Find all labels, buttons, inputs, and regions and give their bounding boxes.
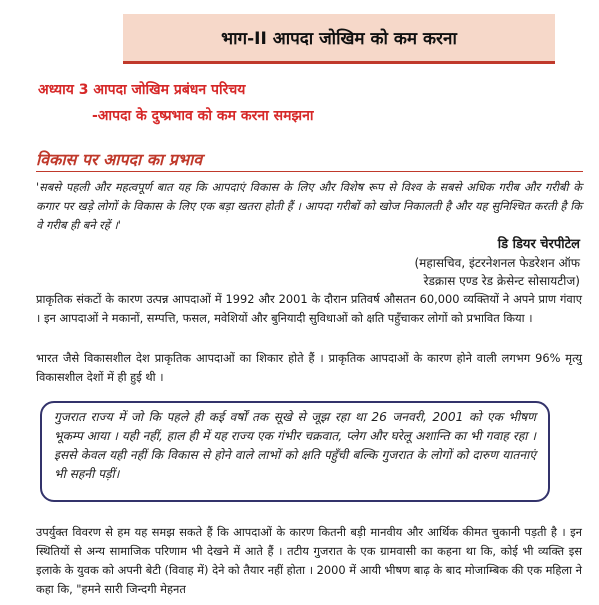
chapter-title: अध्याय 3 आपदा जोखिम प्रबंधन परिचय: [38, 82, 246, 98]
author-title-line2: रेडक्रास एण्ड रेड क्रेसेन्ट सोसायटीज): [423, 274, 580, 288]
chapter-subtitle: -आपदा के दुष्प्रभाव को कम करना समझना: [92, 108, 314, 124]
gujarat-callout-box: [40, 401, 550, 502]
part-title: भाग-II आपदा जोखिम को कम करना: [221, 29, 457, 49]
callout-text: गुजरात राज्य में जो कि पहले ही कई वर्षों तक सूखे से जूझ रहा था 26 जनवरी, 2001 को एक भीषण भूकम्प आया । यही नहीं, हाल ही में यह राज्य एक गंभीर चक्रवात, प्लेग और घरेलू अशान्ति का भी गवाह रहा । इससे केवल यही नहीं कि विकास से होने वाले लाभों को क्षति पहुँची बल्कि गुजरात के लोगों को दारुण यातनाएं भी सहनी पड़ीं।: [54, 410, 536, 481]
author-name: डि डियर चेरपीटेल: [497, 237, 580, 252]
paragraph-social-consequences: उपर्युक्त विवरण से हम यह समझ सकते हैं कि आपदाओं के कारण कितनी बड़ी मानवीय और आर्थिक कीमत चुकानी पड़ती है । इन स्थितियों से अन्य सामाजिक परिणाम भी देखने में आते हैं । तटीय गुजरात के एक ग्रामवासी का कहना था कि, कोई भी व्यक्ति इस इलाके के युवक को अपनी बेटी (विवाह में) देने को तैयार नहीं होता । 2000 में आयी भीषण बाढ़ के बाद मोजाम्बिक की एक महिला ने कहा कि, "हमने सारी जिन्दगी मेहनत: [36, 525, 582, 596]
part-title-banner: [123, 14, 555, 64]
paragraph-deaths-statistic: प्राकृतिक संकटों के कारण उत्पन्न आपदाओं में 1992 और 2001 के दौरान प्रतिवर्ष औसतन 60,000 व्यक्तियों ने अपने प्राण गंवाए । इन आपदाओं ने मकानों, सम्पत्ति, फसल, मवेशियों और बुनियादी सुविधाओं को क्षति पहुँचाकर लोगों को प्रभावित किया ।: [36, 292, 582, 325]
paragraph-developing-countries: भारत जैसे विकासशील देश प्राकृतिक आपदाओं का शिकार होते हैं । प्राकृतिक आपदाओं के कारण होने वाली लगभग 96% मृत्यु विकासशील देशों में ही हुई थी ।: [36, 351, 582, 384]
section-divider: [36, 171, 583, 172]
opening-quote: 'सबसे पहली और महत्वपूर्ण बात यह कि आपदाएं विकास के लिए और विशेष रूप से विश्व के सबसे अधिक गरीब और गरीबी के कगार पर खड़े लोगों के विकास के लिए एक बड़ा खतरा होती हैं । आपदा गरीबों को खोज निकालती है और यह सुनिश्चित करती है कि वे गरीब ही बने रहें ।': [36, 180, 582, 232]
quote-attribution: [220, 236, 580, 290]
section-heading: विकास पर आपदा का प्रभाव: [36, 150, 203, 169]
author-title-line1: (महासचिव, इंटरनेशनल फेडरेशन ऑफ: [414, 256, 580, 270]
